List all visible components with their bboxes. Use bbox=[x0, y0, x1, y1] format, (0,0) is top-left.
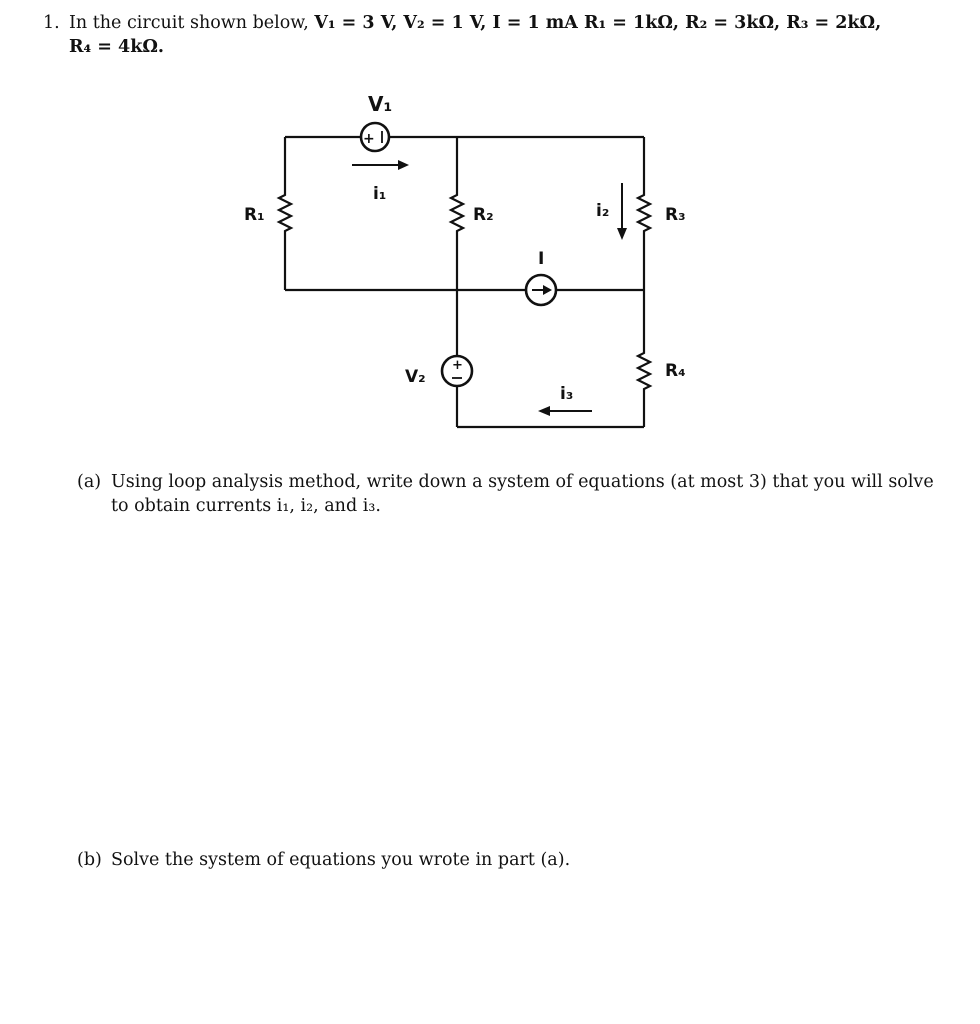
label-r2: R₂ bbox=[473, 205, 494, 225]
i3-arrowhead bbox=[538, 406, 550, 416]
problem-intro: In the circuit shown below, bbox=[69, 13, 309, 33]
resistor-r4 bbox=[638, 350, 650, 392]
problem-number: 1. bbox=[43, 13, 60, 33]
part-b bbox=[77, 848, 937, 872]
v2-plus-sign: + bbox=[452, 358, 463, 373]
label-v2: V₂ bbox=[405, 367, 426, 387]
label-r4: R₄ bbox=[665, 361, 686, 381]
given-values-line-2: R₄ = 4kΩ. bbox=[69, 37, 165, 57]
resistor-r2 bbox=[451, 192, 463, 234]
i1-arrowhead bbox=[398, 160, 409, 170]
label-r3: R₃ bbox=[665, 205, 686, 225]
v1-plus-sign: + bbox=[363, 131, 375, 147]
label-r1: R₁ bbox=[244, 205, 265, 225]
label-i2: i₂ bbox=[596, 201, 610, 221]
problem-line-1 bbox=[69, 12, 881, 35]
resistor-r3 bbox=[638, 192, 650, 234]
current-source-arrowhead bbox=[543, 285, 552, 295]
part-b-tag: (b) bbox=[77, 850, 102, 870]
given-values-line-1: V₁ = 3 V, V₂ = 1 V, I = 1 mA R₁ = 1kΩ, R₂ = 3kΩ, R₃ = 2kΩ, bbox=[314, 13, 882, 33]
label-i1: i₁ bbox=[373, 184, 387, 204]
part-a bbox=[77, 470, 937, 518]
part-b-text: Solve the system of equations you wrote in part (a). bbox=[111, 850, 571, 870]
resistor-r1 bbox=[279, 192, 291, 234]
i2-arrowhead bbox=[617, 228, 627, 240]
circuit-diagram bbox=[230, 80, 690, 440]
label-v1: V₁ bbox=[368, 92, 393, 116]
part-a-text: Using loop analysis method, write down a system of equations (at most 3) that you will solve to obtain currents i₁, i₂, and i₃. bbox=[111, 472, 934, 516]
label-i3: i₃ bbox=[560, 384, 574, 404]
part-a-tag: (a) bbox=[77, 472, 102, 492]
label-current-source: I bbox=[538, 249, 545, 269]
